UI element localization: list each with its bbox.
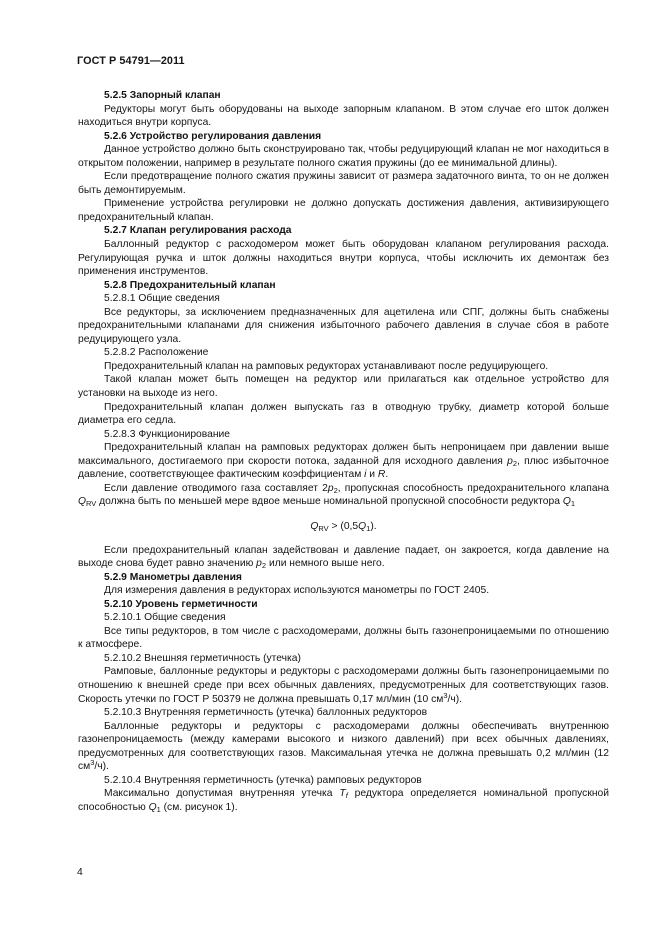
subsection-title: 5.2.10.2 Внешняя герметичность (утечка)	[104, 652, 301, 664]
section-heading-5-2-10: 5.2.10 Уровень герметичности	[104, 598, 258, 610]
paragraph: Максимально допустимая внутренняя утечка $T_f$ редуктора определяется номинальной пропускной способностью $Q_1$ (см. рисунок 1).	[78, 788, 609, 814]
subsection-title: 5.2.8.3 Функционирование	[104, 428, 231, 440]
paragraph: Редукторы могут быть оборудованы на выходе запорным клапаном. В этом случае его шток должен находиться внутри корпуса.	[78, 103, 609, 129]
paragraph: Рамповые, баллонные редукторы и редукторы с расходомерами должны быть газонепроницаемыми по отношению к внешней среде при всех обычных давлениях, предусмотренных для соответствующих газов. Скорость утечки по ГОСТ Р 50379 не должна превышать 0,17 мл/мин (10 $см^3/ч$).	[78, 666, 609, 705]
paragraph: Все редукторы, за исключением предназначенных для ацетилена или СПГ, должны быть снабжены предохранительными клапанами для снижения избыточного рабочего давления в случае сбоя в работе редуцирующего узла.	[78, 306, 609, 345]
paragraph: Предохранительный клапан на рамповых редукторах устанавливают после редуцирующего.	[104, 360, 549, 372]
subsection-title: 5.2.10.1 Общие сведения	[104, 612, 226, 624]
page-number: 4	[77, 867, 83, 878]
section-heading-5-2-6: 5.2.6 Устройство регулирования давления	[104, 130, 322, 142]
paragraph: Данное устройство должно быть сконструировано так, чтобы редуцирующий клапан не мог находиться в открытом положении, например в результате полного сжатия пружины (до ее минимальной длины).	[78, 144, 609, 169]
paragraph: Применение устройства регулировки не должно допускать достижения давления, активизирующего предохранительный клапан.	[78, 198, 609, 223]
paragraph: Предохранительный клапан должен выпускать газ в отводную трубку, диаметр которой больше диаметра его седла.	[78, 401, 609, 427]
subsection-title: 5.2.10.3 Внутренняя герметичность (утечка) баллонных редукторов	[104, 707, 428, 719]
paragraph: Если предохранительный клапан задействован и давление падает, он закроется, когда давление на выходе снова будет равно значению $p_2$ или немного выше него.	[78, 544, 609, 571]
page-body	[78, 89, 609, 814]
subsection-title: 5.2.8.1 Общие сведения	[104, 293, 220, 305]
paragraph: Баллонные редукторы и редукторы с расходомерами должны обеспечивать внутреннюю газонепроницаемость (между камерами высокого и низкого давлений) при всех обычных давлениях, предусмотренных для соответствующих газов. Максимальная утечка не должна превышать 0,2 мл/мин (12 $см^3/ч$).	[78, 720, 609, 773]
section-heading-5-2-9: 5.2.9 Манометры давления	[104, 571, 242, 583]
paragraph: Предохранительный клапан на рамповых редукторах должен быть непроницаем при давлении выше максимального, достигаемого при скорости потока, заданной для исходного давления $p_2$, плюс избыточное давление, соответствующее фактическим коэффициентам i и R.	[78, 442, 609, 481]
document-header: ГОСТ Р 54791—2011	[77, 55, 185, 67]
subsection-title: 5.2.10.4 Внутренняя герметичность (утечка) рамповых редукторов	[104, 774, 422, 786]
subsection-title: 5.2.8.2 Расположение	[104, 347, 209, 359]
paragraph: Для измерения давления в редукторах используются манометры по ГОСТ 2405.	[104, 585, 490, 597]
paragraph: Такой клапан может быть помещен на редуктор или прилагаться как отдельное устройство для установки на выходе из него.	[78, 374, 609, 400]
section-heading-5-2-8: 5.2.8 Предохранительный клапан	[104, 279, 276, 291]
paragraph: Все типы редукторов, в том числе с расходомерами, должны быть газонепроницаемыми по отношению к атмосфере.	[78, 625, 609, 651]
paragraph: Если предотвращение полного сжатия пружины зависит от размера задаточного винта, то он не должен быть демонтируемым.	[78, 171, 609, 196]
formula: $Q_{RV} > (0,5Q_1)$.	[310, 520, 377, 533]
paragraph: Баллонный редуктор с расходомером может быть оборудован клапаном регулирования расхода. Регулирующая ручка и шток должны находиться внутри корпуса, чтобы исключить их демонтаж без применения инструментов.	[78, 239, 609, 278]
section-heading-5-2-5: 5.2.5 Запорный клапан	[104, 90, 221, 101]
section-heading-5-2-7: 5.2.7 Клапан регулирования расхода	[104, 225, 292, 237]
paragraph: Если давление отводимого газа составляет $2p_2$, пропускная способность предохранительного клапана $Q_{RV}$ должна быть по меньшей мере вдвое меньше номинальной пропускной способности редуктора $Q_1$	[78, 482, 609, 509]
